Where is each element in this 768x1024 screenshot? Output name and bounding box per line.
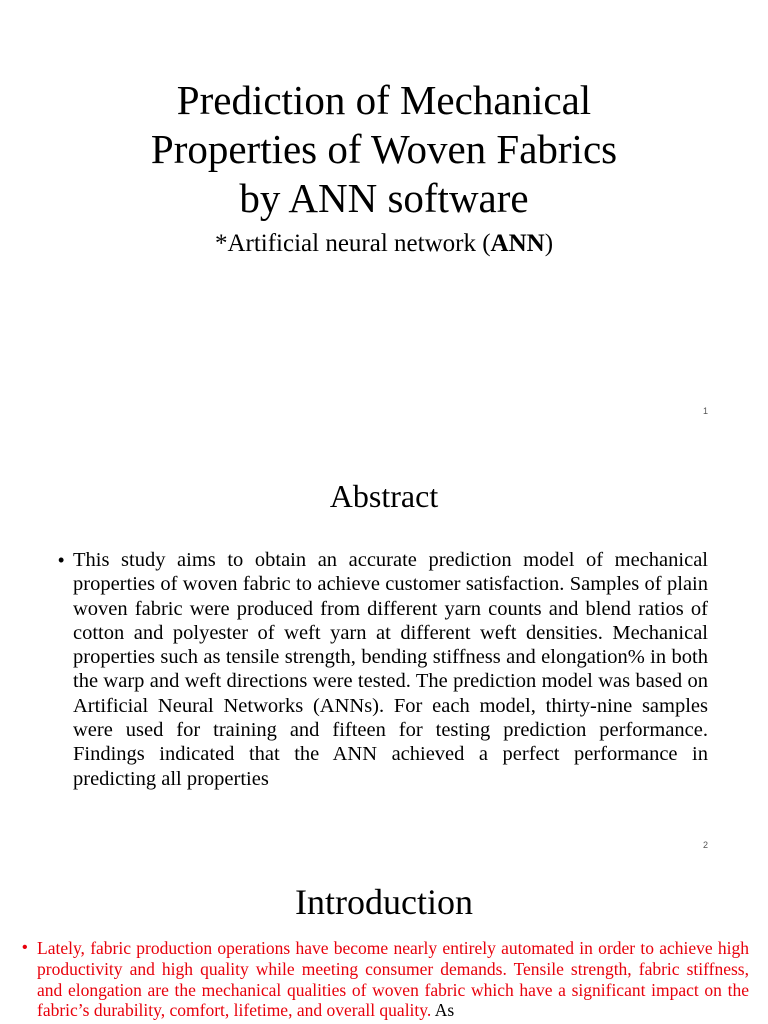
title-line: Prediction of Mechanical <box>176 77 592 123</box>
subtitle-prefix: *Artificial neural network ( <box>214 230 491 257</box>
introduction-text-red: Lately, fabric production operations have become nearly entirely automated in order to achieve high productivity and high quality while meeting consumer demands. Tensile strength, fabric stiffness, and elongation are the mechanical qualities of woven fabric which have a significant impact on the fabric’s durability, comfort, lifetime, and overall quality. <box>37 938 749 1021</box>
bullet-icon: • <box>58 550 65 570</box>
abstract-bullet <box>58 548 708 791</box>
title-line: Properties of Woven Fabrics <box>150 126 618 172</box>
slide-number: 2 <box>702 840 708 850</box>
presentation-title <box>0 76 768 223</box>
subtitle-bold: ANN <box>490 230 545 257</box>
subtitle-suffix: ) <box>544 230 554 257</box>
abstract-slide <box>0 432 768 864</box>
introduction-slide <box>0 864 768 1024</box>
title-slide <box>0 0 768 432</box>
title-line: by ANN software <box>239 175 529 221</box>
introduction-text <box>37 938 749 1021</box>
slide-number: 1 <box>702 406 708 416</box>
subtitle <box>0 228 768 260</box>
bullet-icon: • <box>22 939 28 956</box>
introduction-text-black: As <box>434 1000 455 1021</box>
introduction-heading: Introduction <box>295 882 473 922</box>
abstract-text: This study aims to obtain an accurate prediction model of mechanical properties of woven fabric to achieve customer satisfaction. Samples of plain woven fabric were produced from different yarn counts and blend ratios of cotton and polyester of weft yarn at different weft densities. Mechanical properties such as tensile strength, bending stiffness and elongation% in both the warp and weft directions were tested. The prediction model was based on Artificial Neural Networks (ANNs). For each model, thirty-nine samples were used for training and fifteen for testing prediction performance. Findings indicated that the ANN achieved a perfect performance in predicting all properties <box>73 549 708 790</box>
abstract-heading: Abstract <box>329 478 439 514</box>
introduction-bullet <box>22 938 749 1021</box>
